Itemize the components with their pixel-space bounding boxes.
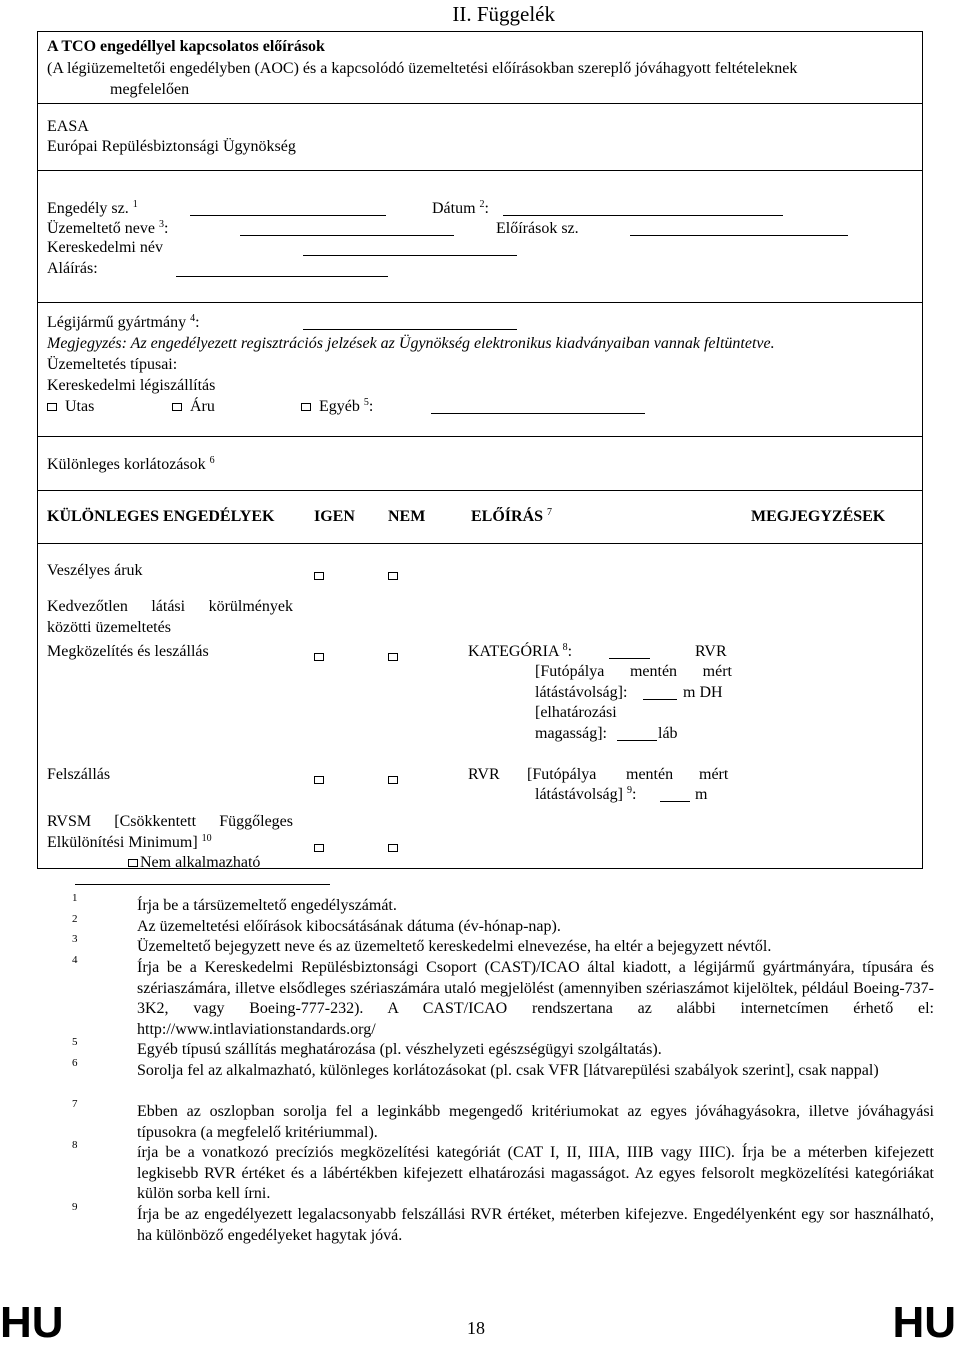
rvsm-label-cont: Elkülönítési Minimum] $^{10}$ [47,833,212,851]
signature-label: Aláírás: [47,260,98,277]
rvsm-no-checkbox[interactable] [388,844,398,852]
rvr-unit-dh: m DH [683,684,723,701]
aircraft-block [38,303,922,437]
footnote-number: 6 [72,1057,78,1069]
aircraft-label: Légijármű gyártmány $^4$: [47,313,200,331]
takeoff-rvr-unit: m [695,786,708,803]
date-field[interactable] [503,215,783,216]
title-block [38,32,922,104]
dh-value-field[interactable] [617,740,657,741]
table-body [38,544,922,869]
takeoff-rvr-desc-1: [Futópálya [527,766,597,783]
signature-field[interactable] [176,276,388,277]
trade-name-field[interactable] [303,255,517,256]
footnote-number: 2 [72,913,78,925]
takeoff-rvr-field[interactable] [660,801,690,802]
rvsm-not-applicable[interactable]: Nem alkalmazható [128,853,260,873]
limitations-label: Különleges korlátozások $^6$ [47,455,215,473]
takeoff-visibility-label: látástávolság] $^9$: [535,785,637,803]
trade-name-label: Kereskedelmi név [47,239,163,256]
dh-unit: láb [658,725,678,742]
footnote-number: 1 [72,892,78,904]
authority-name: Európai Repülésbiztonsági Ügynökség [47,138,296,155]
dh-description: [elhatározási [535,704,617,721]
footnote-text: Írja be az engedélyezett legalacsonyabb felszállási RVR értéket, méterben kifejezve. Engedélyenként egy sor használható, ha különböző engedélyeket hagytak jóvá. [137,1206,934,1244]
footnote-separator [75,884,330,885]
footer-country-left: HU [0,1298,64,1347]
dh-height-label: magasság]: [535,725,607,742]
takeoff-rvr-desc-2: mentén [626,766,674,783]
authority-short: EASA [47,118,89,135]
operator-name-label: Üzemeltető neve $^3$: [47,219,169,237]
footnote-text: Üzemeltető bejegyzett neve és az üzemeltető kereskedelmi elnevezése, ha eltér a bejegyzett névtől. [137,938,772,955]
footnote-text: Sorolja fel az alkalmazható, különleges korlátozásokat (pl. csak VFR [látvarepülési szabályok szerint], csak nappal) [137,1062,879,1079]
takeoff-no-checkbox[interactable] [388,776,398,784]
permit-no-field[interactable] [190,215,386,216]
col-yes: IGEN [314,508,355,525]
appendix-heading: II. Függelék [452,2,555,26]
footnote-number: 8 [72,1139,78,1151]
takeoff-rvr-desc-3: mért [699,766,729,783]
footnote-text: Írja be a társüzemeltető engedélyszámát. [137,897,397,914]
aircraft-field[interactable] [303,329,517,330]
takeoff-label: Felszállás [47,766,111,783]
permit-block [38,171,922,303]
approach-category-label: KATEGÓRIA $^8$: [468,642,573,660]
dangerous-goods-yes-checkbox[interactable] [314,572,324,580]
dangerous-goods-label: Veszélyes áruk [47,562,143,579]
form-frame [37,31,923,869]
footnote-number: 3 [72,933,78,945]
takeoff-rvr-label: RVR [468,766,500,783]
limitations-block [38,437,922,491]
rvsm-label: RVSM [Csökkentett Függőleges [47,813,293,830]
footnote-text: Ebben az oszlopban sorolja fel a leginkább megengedő kritériumokat az egyes jóváhagyásokra, illetve jóváhagyási típusokra (a megfelelő kritériummal). [137,1103,934,1141]
footnote-number: 7 [72,1098,78,1110]
not-applicable-checkbox[interactable] [128,859,138,867]
footnote-number: 5 [72,1036,78,1048]
table-header [38,491,922,544]
option-other[interactable]: Egyéb $^5$: [301,397,373,417]
rvr-visibility-label: látástávolság]: [535,684,628,701]
footnote-text: írja be a vonatkozó precíziós megközelítési kategóriát (CAT I, II, IIIA, IIIB vagy IIIC). Írja be a méterben kifejezett legkisebb RVR értéket és a lábértékben kifejezett elhatározási magasságot. Az egyes felsorolt megközelítési kategóriákat külön sorba kell írni. [137,1144,934,1203]
dangerous-goods-no-checkbox[interactable] [388,572,398,580]
form-subtitle: (A légiüzemeltetői engedélyben (AOC) és a kapcsolódó üzemeltetési előírásokban szereplő jóváhagyott feltételeknek [47,60,798,77]
regs-no-field[interactable] [630,235,848,236]
other-checkbox[interactable] [301,403,311,411]
rvsm-yes-checkbox[interactable] [314,844,324,852]
commercial-transport-label: Kereskedelmi légiszállítás [47,377,216,394]
form-subtitle-cont: megfelelően [110,81,190,98]
footnote-number: 4 [72,954,78,966]
authority-block [38,104,922,171]
permit-no-label: Engedély sz. $^1$ [47,199,138,217]
option-passengers[interactable]: Utas [47,397,94,417]
col-remarks: MEGJEGYZÉSEK [751,508,886,525]
lvo-label: Kedvezőtlen látási körülmények közötti üzemeltetés [47,598,293,636]
approach-landing-label: Megközelítés és leszállás [47,643,209,660]
cargo-checkbox[interactable] [172,403,182,411]
option-cargo[interactable]: Áru [172,397,215,417]
date-label: Dátum $^2$: [432,199,489,217]
approach-yes-checkbox[interactable] [314,653,324,661]
operator-name-field[interactable] [240,235,454,236]
col-specification: ELŐÍRÁS $^7$ [471,507,553,525]
takeoff-yes-checkbox[interactable] [314,776,324,784]
rvr-description: [Futópálya mentén mért [535,663,732,680]
footnote-number: 9 [72,1201,78,1213]
passengers-checkbox[interactable] [47,403,57,411]
ops-types-label: Üzemeltetés típusai: [47,356,178,373]
page-number: 18 [467,1318,485,1338]
footnote-text: Egyéb típusú szállítás meghatározása (pl. vészhelyzeti egészségügyi szolgáltatás). [137,1041,662,1058]
approach-rvr-label: RVR [695,643,727,660]
approach-no-checkbox[interactable] [388,653,398,661]
approach-category-field[interactable] [609,658,650,659]
registration-note: Megjegyzés: Az engedélyezett regisztrációs jelzések az Ügynökség elektronikus kiadványaiban vannak feltüntetve. [47,335,775,352]
other-field[interactable] [431,413,645,414]
form-title: A TCO engedéllyel kapcsolatos előírások [47,38,325,55]
col-special-approvals: KÜLÖNLEGES ENGEDÉLYEK [47,508,275,525]
footnote-text: Az üzemeltetési előírások kibocsátásának dátuma (év-hónap-nap). [137,918,561,935]
footer-country-right: HU [892,1298,956,1347]
col-no: NEM [388,508,426,525]
footnote-text: Írja be a Kereskedelmi Repülésbiztonsági Csoport (CAST)/ICAO által kiadott, a légijármű gyártmányára, típusára és szériaszámára, illetve elsődleges szériaszámára utaló megjelölést (amennyiben szériaszámot kijelöltek, például Boeing-737-3K2, vagy Boeing-777-232). A CAST/ICAO rendszertana az alábbi internetcímen érhető el: http://www.intlaviationstandards.org/ [137,959,934,1038]
rvr-value-field[interactable] [643,699,677,700]
regs-no-label: Előírások sz. [496,220,579,237]
